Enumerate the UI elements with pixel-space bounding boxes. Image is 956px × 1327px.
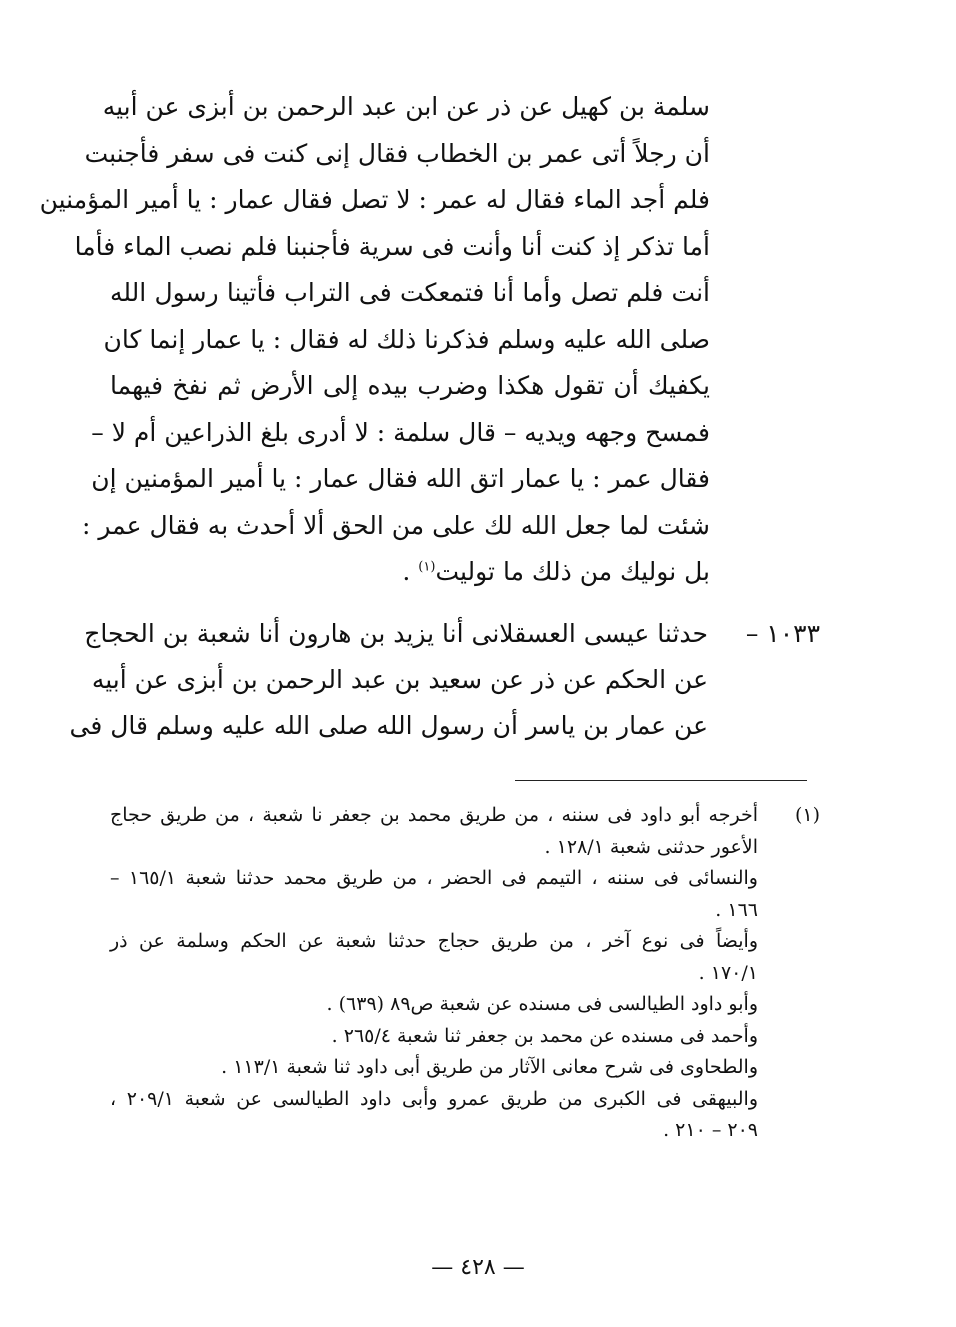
text-line: سلمة بن كهيل عن ذر عن ابن عبد الرحمن بن أبزى عن أبيه	[102, 92, 710, 121]
hadith-entry	[69, 610, 820, 750]
text-line: فلم أجد الماء فقال له عمر : لا تصل فقال عمار : يا أمير المؤمنين	[39, 185, 710, 214]
footnotes-block	[110, 800, 820, 1147]
text-line-last	[110, 549, 710, 596]
text-line: أن رجلاً أتى عمر بن الخطاب فقال إنى كنت فى سفر فأجنبت	[84, 138, 710, 168]
last-line-text: بل نوليك من ذلك ما توليت	[435, 557, 710, 586]
text-line: أنت فلم تصل وأما أنا فتمعكت فى التراب فأتينا رسول الله	[110, 278, 710, 307]
hadith-number: ١٠٣٣ –	[745, 618, 820, 648]
footnote-line: الأعور حدثنى شعبة ١٢٨/١ .	[544, 835, 758, 858]
page-number: — ٤٢٨ —	[431, 1255, 525, 1280]
footnote-line: وأبو داود الطيالسى فى مسنده عن شعبة ص٨٩ (٦٣٩) .	[326, 993, 758, 1015]
footnote-marker: (١)	[794, 804, 820, 826]
footnote-separator	[515, 780, 807, 781]
text-line: فقال عمر : يا عمار اتق الله فقال عمار : يا أمير المؤمنين إن	[91, 464, 710, 493]
main-text-block	[39, 84, 710, 596]
hadith-text-line: حدثنا عيسى العسقلانى أنا يزيد بن هارون أنا شعبة بن الحجاج	[84, 618, 708, 648]
footnote-line: ٢٠٩ – ٢١٠ .	[663, 1119, 758, 1141]
hadith-text-line: عن الحكم عن ذر عن سعيد بن عبد الرحمن بن أبزى عن أبيه	[91, 664, 708, 694]
hadith-first-row	[84, 610, 820, 657]
text-line: فمسح وجهه ويديه – قال سلمة : لا أدرى بلغ الذراعين أم لا –	[91, 417, 710, 447]
footnote-line: وأحمد فى مسنده عن محمد بن جعفر ثنا شعبة ٢٦٥/٤ .	[331, 1024, 758, 1047]
text-line: شئت لما جعل الله لك على من الحق ألا أحدث به فقال عمر :	[81, 510, 710, 540]
hadith-text-line: عن عمار بن ياسر أن رسول الله صلى الله عليه وسلم قال فى	[69, 711, 708, 740]
footnote	[110, 800, 820, 1147]
footnote-reference[interactable]: (١)	[418, 559, 436, 575]
footnote-line: ١٧٠/١ .	[698, 961, 758, 984]
footnote-body	[110, 800, 758, 1147]
footnote-line: وأيضاً فى نوع آخر ، من طريق حجاج حدثنا شعبة عن الحكم وسلمة عن ذر	[110, 930, 758, 952]
text-line: يكفيك أن تقول هكذا وضرب بيده إلى الأرض ثم نفخ فيهما	[110, 371, 710, 400]
footnote-line: والنسائى فى سننه ، التيمم فى الحضر ، من طريق محمد حدثنا شعبة ١٦٥/١ –	[110, 867, 758, 889]
last-line-tail: .	[402, 557, 419, 586]
text-line: أما تذكر إذ كنت أنا وأنت فى سرية فأجنبنا فلم نصب الماء فأما	[74, 231, 710, 261]
footnote-line: ١٦٦ .	[715, 898, 758, 921]
text-line: صلى الله عليه وسلم فذكرنا ذلك له فقال : يا عمار إنما كان	[103, 324, 710, 354]
footnote-line: أخرجه أبو داود فى سننه ، من طريق محمد بن جعفر نا شعبة ، من طريق حجاج	[110, 804, 758, 826]
footnote-line: والطحاوى فى شرح معانى الآثار من طريق أبى داود ثنا شعبة ١١٣/١ .	[221, 1056, 758, 1078]
footnote-line: والبيهقى فى الكبرى من طريق عمرو وأبى داود الطيالسى عن شعبة ٢٠٩/١ ،	[110, 1087, 759, 1110]
